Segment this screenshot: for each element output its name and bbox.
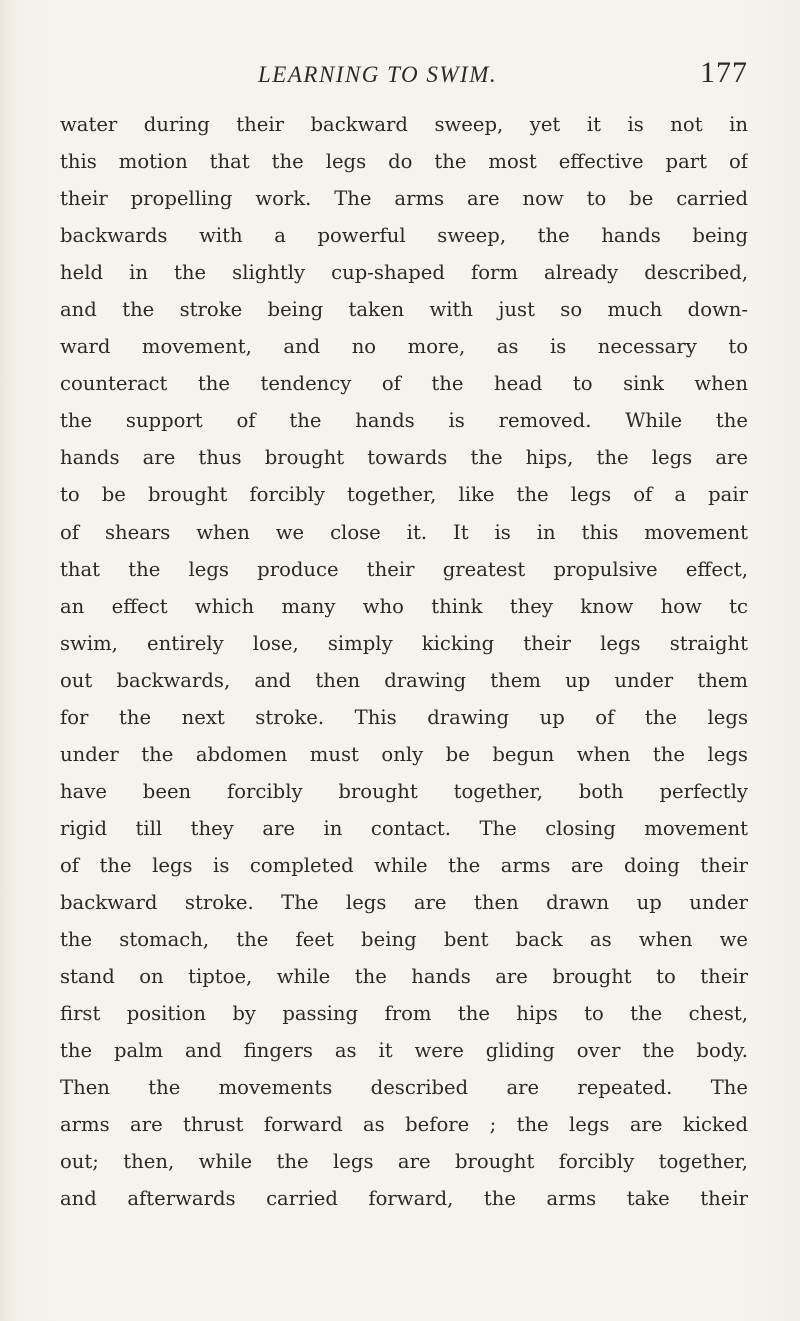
- text-line-11: to be brought forcibly together, like the legs of a pair: [60, 483, 748, 507]
- page-number: 177: [700, 56, 748, 89]
- text-line-15: swim, entirely lose, simply kicking their legs straight: [60, 631, 748, 655]
- text-line-27: Then the movements described are repeated. The: [60, 1076, 748, 1100]
- text-line-1: water during their backward sweep, yet it is not in: [60, 113, 748, 136]
- text-line-26: the palm and fingers as it were gliding over the body.: [60, 1039, 748, 1063]
- text-line-2: this motion that the legs do the most effective part of: [60, 150, 748, 174]
- text-line-19: have been forcibly brought together, both perfectly: [60, 779, 748, 803]
- text-line-10: hands are thus brought towards the hips, the legs are: [60, 446, 748, 470]
- text-line-12: of shears when we close it. It is in this movement: [60, 520, 748, 544]
- text-line-30: and afterwards carried forward, the arms take their: [60, 1187, 748, 1211]
- running-head: LEARNING TO SWIM.: [258, 62, 498, 87]
- text-line-9: the support of the hands is removed. While the: [60, 409, 748, 433]
- text-line-18: under the abdomen must only be begun when the legs: [60, 742, 748, 766]
- text-line-25: first position by passing from the hips to the chest,: [60, 1002, 748, 1026]
- text-line-8: counteract the tendency of the head to sink when: [60, 372, 748, 396]
- text-line-4: backwards with a powerful sweep, the hands being: [60, 224, 748, 248]
- text-line-22: backward stroke. The legs are then drawn up under: [60, 890, 748, 914]
- text-line-16: out backwards, and then drawing them up under them: [60, 668, 748, 692]
- page-header: [60, 56, 748, 96]
- text-line-24: stand on tiptoe, while the hands are brought to their: [60, 965, 748, 989]
- text-line-28: arms are thrust forward as before ; the legs are kicked: [60, 1113, 748, 1137]
- text-line-14: an effect which many who think they know how tc: [60, 594, 748, 618]
- text-line-6: and the stroke being taken with just so much down-: [60, 298, 748, 322]
- text-line-29: out; then, while the legs are brought forcibly together,: [60, 1150, 748, 1174]
- text-line-7: ward movement, and no more, as is necessary to: [60, 335, 748, 359]
- text-line-21: of the legs is completed while the arms are doing their: [60, 853, 748, 877]
- text-line-17: for the next stroke. This drawing up of the legs: [60, 705, 748, 729]
- text-line-3: their propelling work. The arms are now to be carried: [60, 187, 748, 211]
- text-line-13: that the legs produce their greatest propulsive effect,: [60, 557, 748, 581]
- text-line-5: held in the slightly cup-shaped form already described,: [60, 261, 748, 285]
- text-line-23: the stomach, the feet being bent back as when we: [60, 928, 748, 952]
- body-text: [60, 106, 748, 1217]
- text-line-20: rigid till they are in contact. The closing movement: [60, 816, 748, 840]
